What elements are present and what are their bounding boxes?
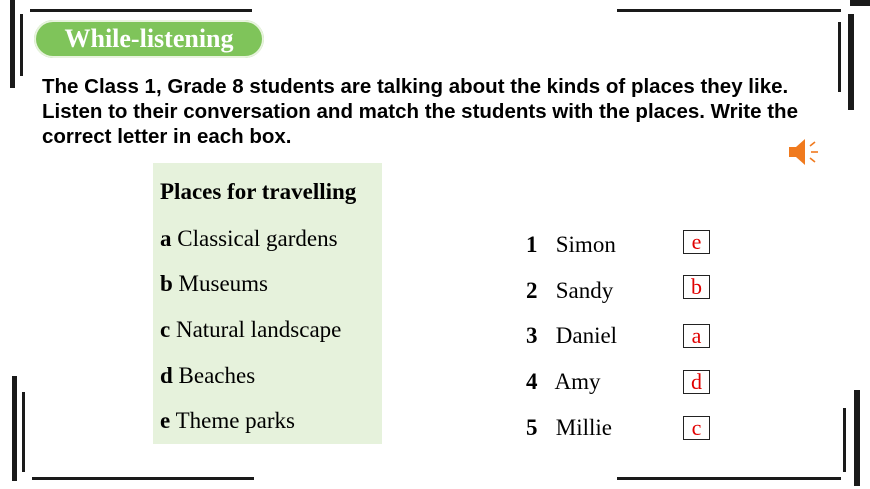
place-letter: b — [160, 271, 173, 296]
place-name: Classical gardens — [177, 226, 338, 251]
place-name: Natural landscape — [175, 317, 342, 342]
student-name: Daniel — [555, 323, 618, 348]
student-row — [526, 278, 613, 304]
answer-box[interactable]: e — [683, 230, 710, 254]
frame-left-top — [10, 0, 15, 88]
place-name: Beaches — [178, 363, 256, 388]
place-letter: d — [160, 363, 173, 388]
student-name: Amy — [554, 369, 601, 394]
answer-box[interactable]: a — [683, 324, 710, 348]
student-name: Simon — [555, 232, 616, 257]
speaker-icon[interactable] — [787, 137, 821, 167]
student-number: 2 — [526, 278, 538, 303]
answer-box[interactable]: c — [683, 416, 710, 440]
frame-bottom-right — [617, 477, 841, 480]
frame-left-bottom — [12, 376, 17, 481]
frame-top-right — [617, 9, 841, 12]
place-item — [160, 271, 268, 297]
frame-right-bottom — [854, 390, 860, 486]
place-item — [160, 317, 341, 343]
frame-bottom-left — [32, 477, 254, 480]
frame-right-bottom-inner — [843, 408, 846, 472]
student-name: Millie — [555, 415, 612, 440]
answer-box[interactable]: b — [683, 275, 710, 299]
student-number: 3 — [526, 323, 538, 348]
place-name: Theme parks — [175, 408, 295, 433]
student-row — [526, 415, 612, 441]
student-row — [526, 232, 616, 258]
place-letter: a — [160, 226, 172, 251]
place-letter: c — [160, 317, 171, 342]
student-name: Sandy — [555, 278, 614, 303]
frame-top-left — [30, 9, 252, 12]
student-row — [526, 369, 600, 395]
section-badge: While-listening — [34, 20, 264, 58]
student-number: 4 — [526, 369, 538, 394]
place-letter: e — [160, 408, 171, 433]
student-number: 1 — [526, 232, 538, 257]
student-number: 5 — [526, 415, 538, 440]
frame-corner-tr — [850, 0, 870, 6]
place-item — [160, 408, 295, 434]
student-row — [526, 323, 617, 349]
place-item — [160, 363, 255, 389]
places-panel — [153, 163, 382, 444]
places-title: Places for travelling — [160, 179, 357, 204]
frame-right-top — [848, 14, 854, 110]
answer-box[interactable]: d — [683, 370, 710, 394]
instructions-text: The Class 1, Grade 8 students are talking about the kinds of places they like. Listen to their conversation and match the students with the places. Write the correct letter in each box. — [42, 75, 798, 148]
place-name: Museums — [178, 271, 268, 296]
place-item — [160, 226, 338, 252]
frame-left-bottom-inner — [22, 392, 25, 472]
frame-left-top-inner — [20, 14, 23, 76]
